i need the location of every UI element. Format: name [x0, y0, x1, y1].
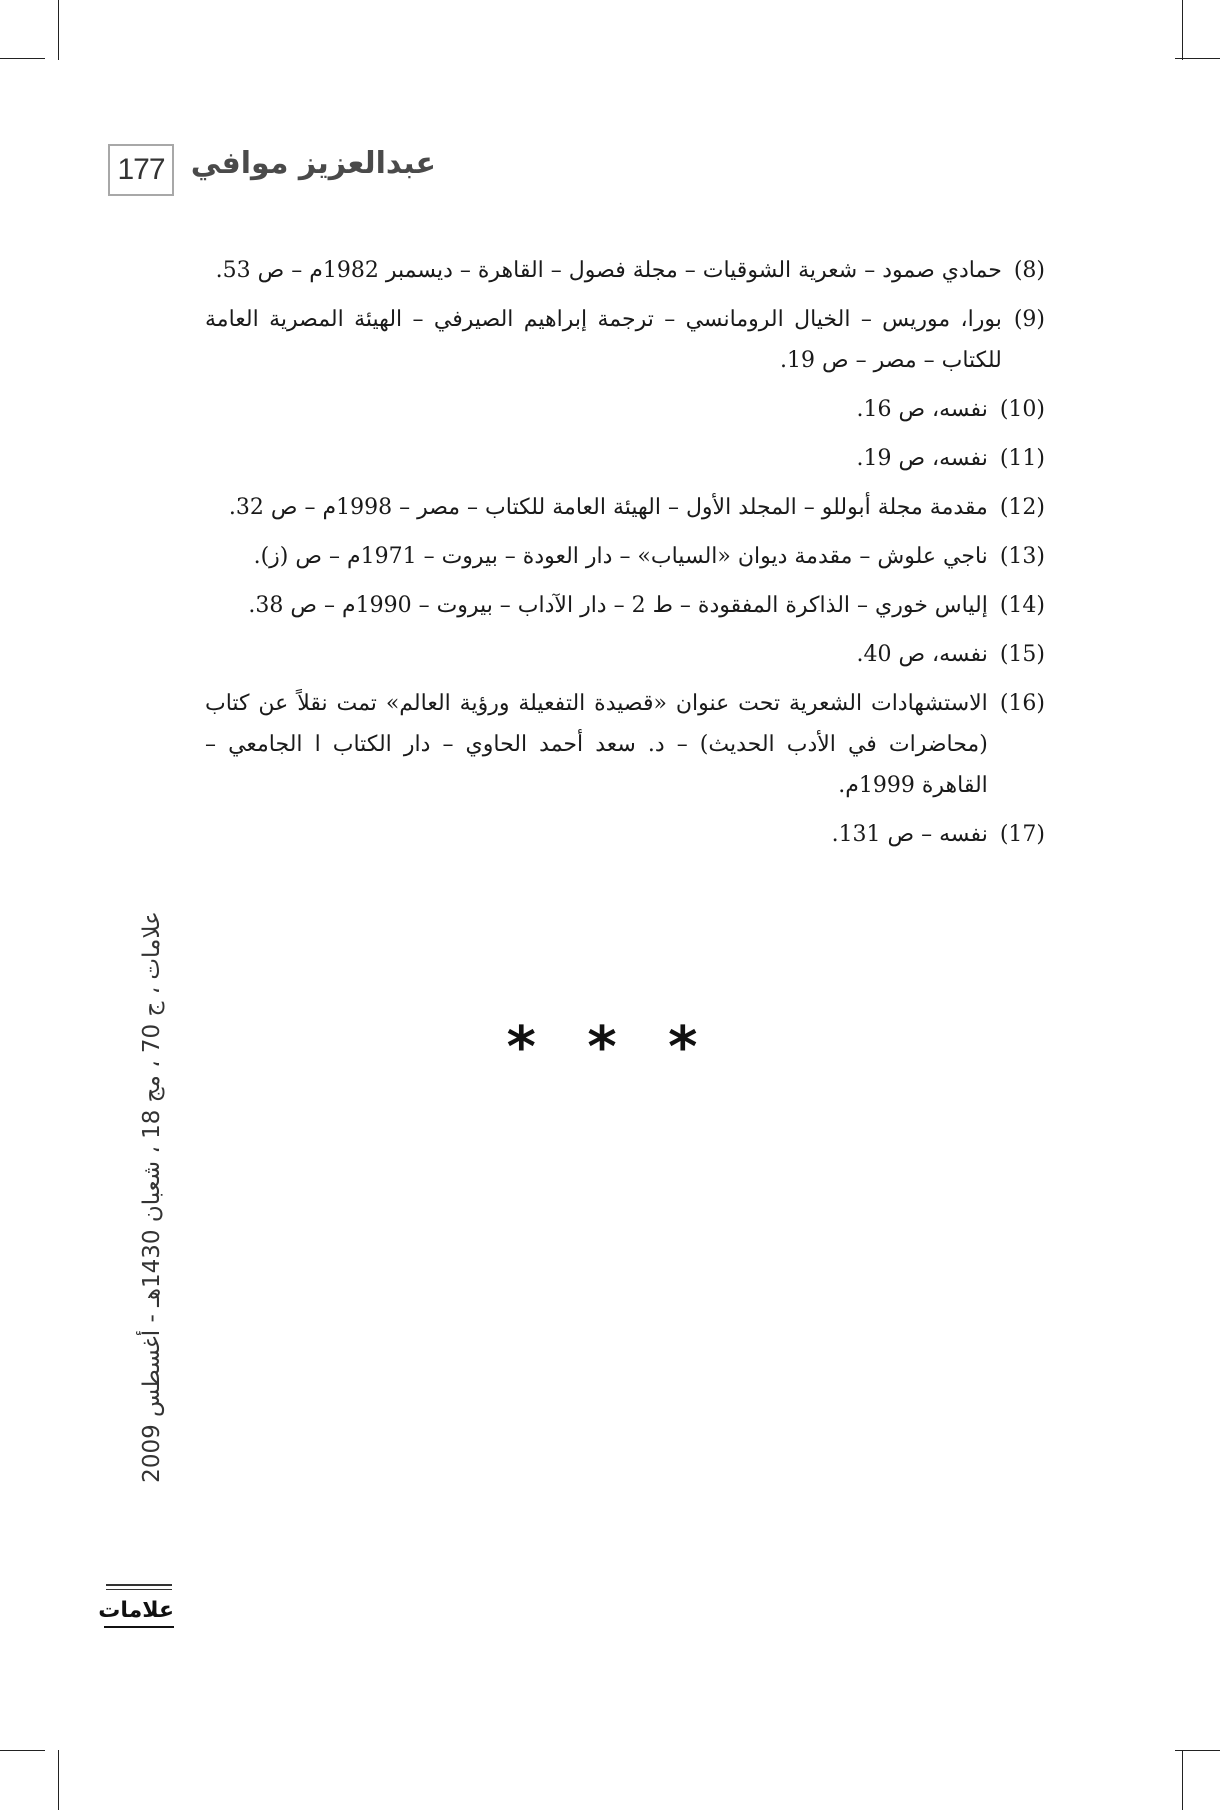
- running-header-author: عبدالعزيز موافي: [190, 146, 436, 181]
- footer-rule: [106, 1589, 172, 1590]
- endnote-text: نفسه، ص 19.: [856, 446, 988, 471]
- endnote: [205, 299, 1045, 381]
- page-number: 177: [108, 144, 174, 196]
- endnotes-list: [205, 250, 1045, 863]
- endnote-number: (9): [1013, 307, 1045, 332]
- crop-mark: [0, 1750, 45, 1751]
- crop-mark: [1182, 1750, 1183, 1810]
- endnote-number: (8): [1013, 258, 1045, 283]
- endnote: [205, 250, 1045, 291]
- endnote: [205, 389, 1045, 430]
- endnote: [205, 683, 1045, 806]
- endnote-text: مقدمة مجلة أبوللو – المجلد الأول – الهيئة العامة للكتاب – مصر – 1998م – ص 32.: [228, 495, 988, 520]
- endnote-text: إلياس خوري – الذاكرة المفقودة – ط 2 – دار الآداب – بيروت – 1990م – ص 38.: [248, 593, 988, 618]
- endnote: [205, 536, 1045, 577]
- crop-mark: [58, 0, 59, 60]
- endnote-number: (11): [999, 446, 1045, 471]
- endnote-number: (15): [999, 642, 1045, 667]
- crop-mark: [58, 1750, 59, 1810]
- crop-mark: [1175, 1750, 1220, 1751]
- crop-mark: [0, 58, 45, 59]
- endnote-text: بورا، موريس – الخيال الرومانسي – ترجمة إبراهيم الصيرفي – الهيئة المصرية العامة للكتاب – مصر – ص 19.: [205, 307, 1002, 373]
- endnote-number: (13): [999, 544, 1045, 569]
- endnote: [205, 585, 1045, 626]
- endnote-text: ناجي علوش – مقدمة ديوان «السياب» – دار العودة – بيروت – 1971م – ص (ز).: [253, 544, 988, 569]
- endnote-text: نفسه، ص 40.: [856, 642, 988, 667]
- section-separator: * * *: [506, 1015, 714, 1080]
- footer-rule: [106, 1584, 172, 1586]
- endnote-number: (17): [999, 822, 1045, 847]
- crop-mark: [1182, 0, 1183, 60]
- endnote-text: الاستشهادات الشعرية تحت عنوان «قصيدة التفعيلة ورؤية العالم» تمت نقلاً عن كتاب (محاضرات في الأدب الحديث) – د. سعد أحمد الحاوي – دار الكتاب ا الجامعي – القاهرة 1999م.: [205, 691, 988, 798]
- endnote-number: (10): [999, 397, 1045, 422]
- endnote-number: (12): [999, 495, 1045, 520]
- endnote-text: نفسه، ص 16.: [856, 397, 988, 422]
- endnote: [205, 634, 1045, 675]
- endnote-number: (14): [999, 593, 1045, 618]
- endnote: [205, 438, 1045, 479]
- endnote: [205, 487, 1045, 528]
- endnote-number: (16): [999, 691, 1045, 716]
- journal-issue-footer: علامات ، ج 70 ، مج 18 ، شعبان 1430هـ - أغسطس 2009: [139, 911, 165, 1483]
- endnote-text: حمادي صمود – شعرية الشوقيات – مجلة فصول – القاهرة – ديسمبر 1982م – ص 53.: [215, 258, 1002, 283]
- journal-logo: علامات: [104, 1596, 174, 1628]
- endnote-text: نفسه – ص 131.: [831, 822, 988, 847]
- endnote: [205, 814, 1045, 855]
- crop-mark: [1175, 58, 1220, 59]
